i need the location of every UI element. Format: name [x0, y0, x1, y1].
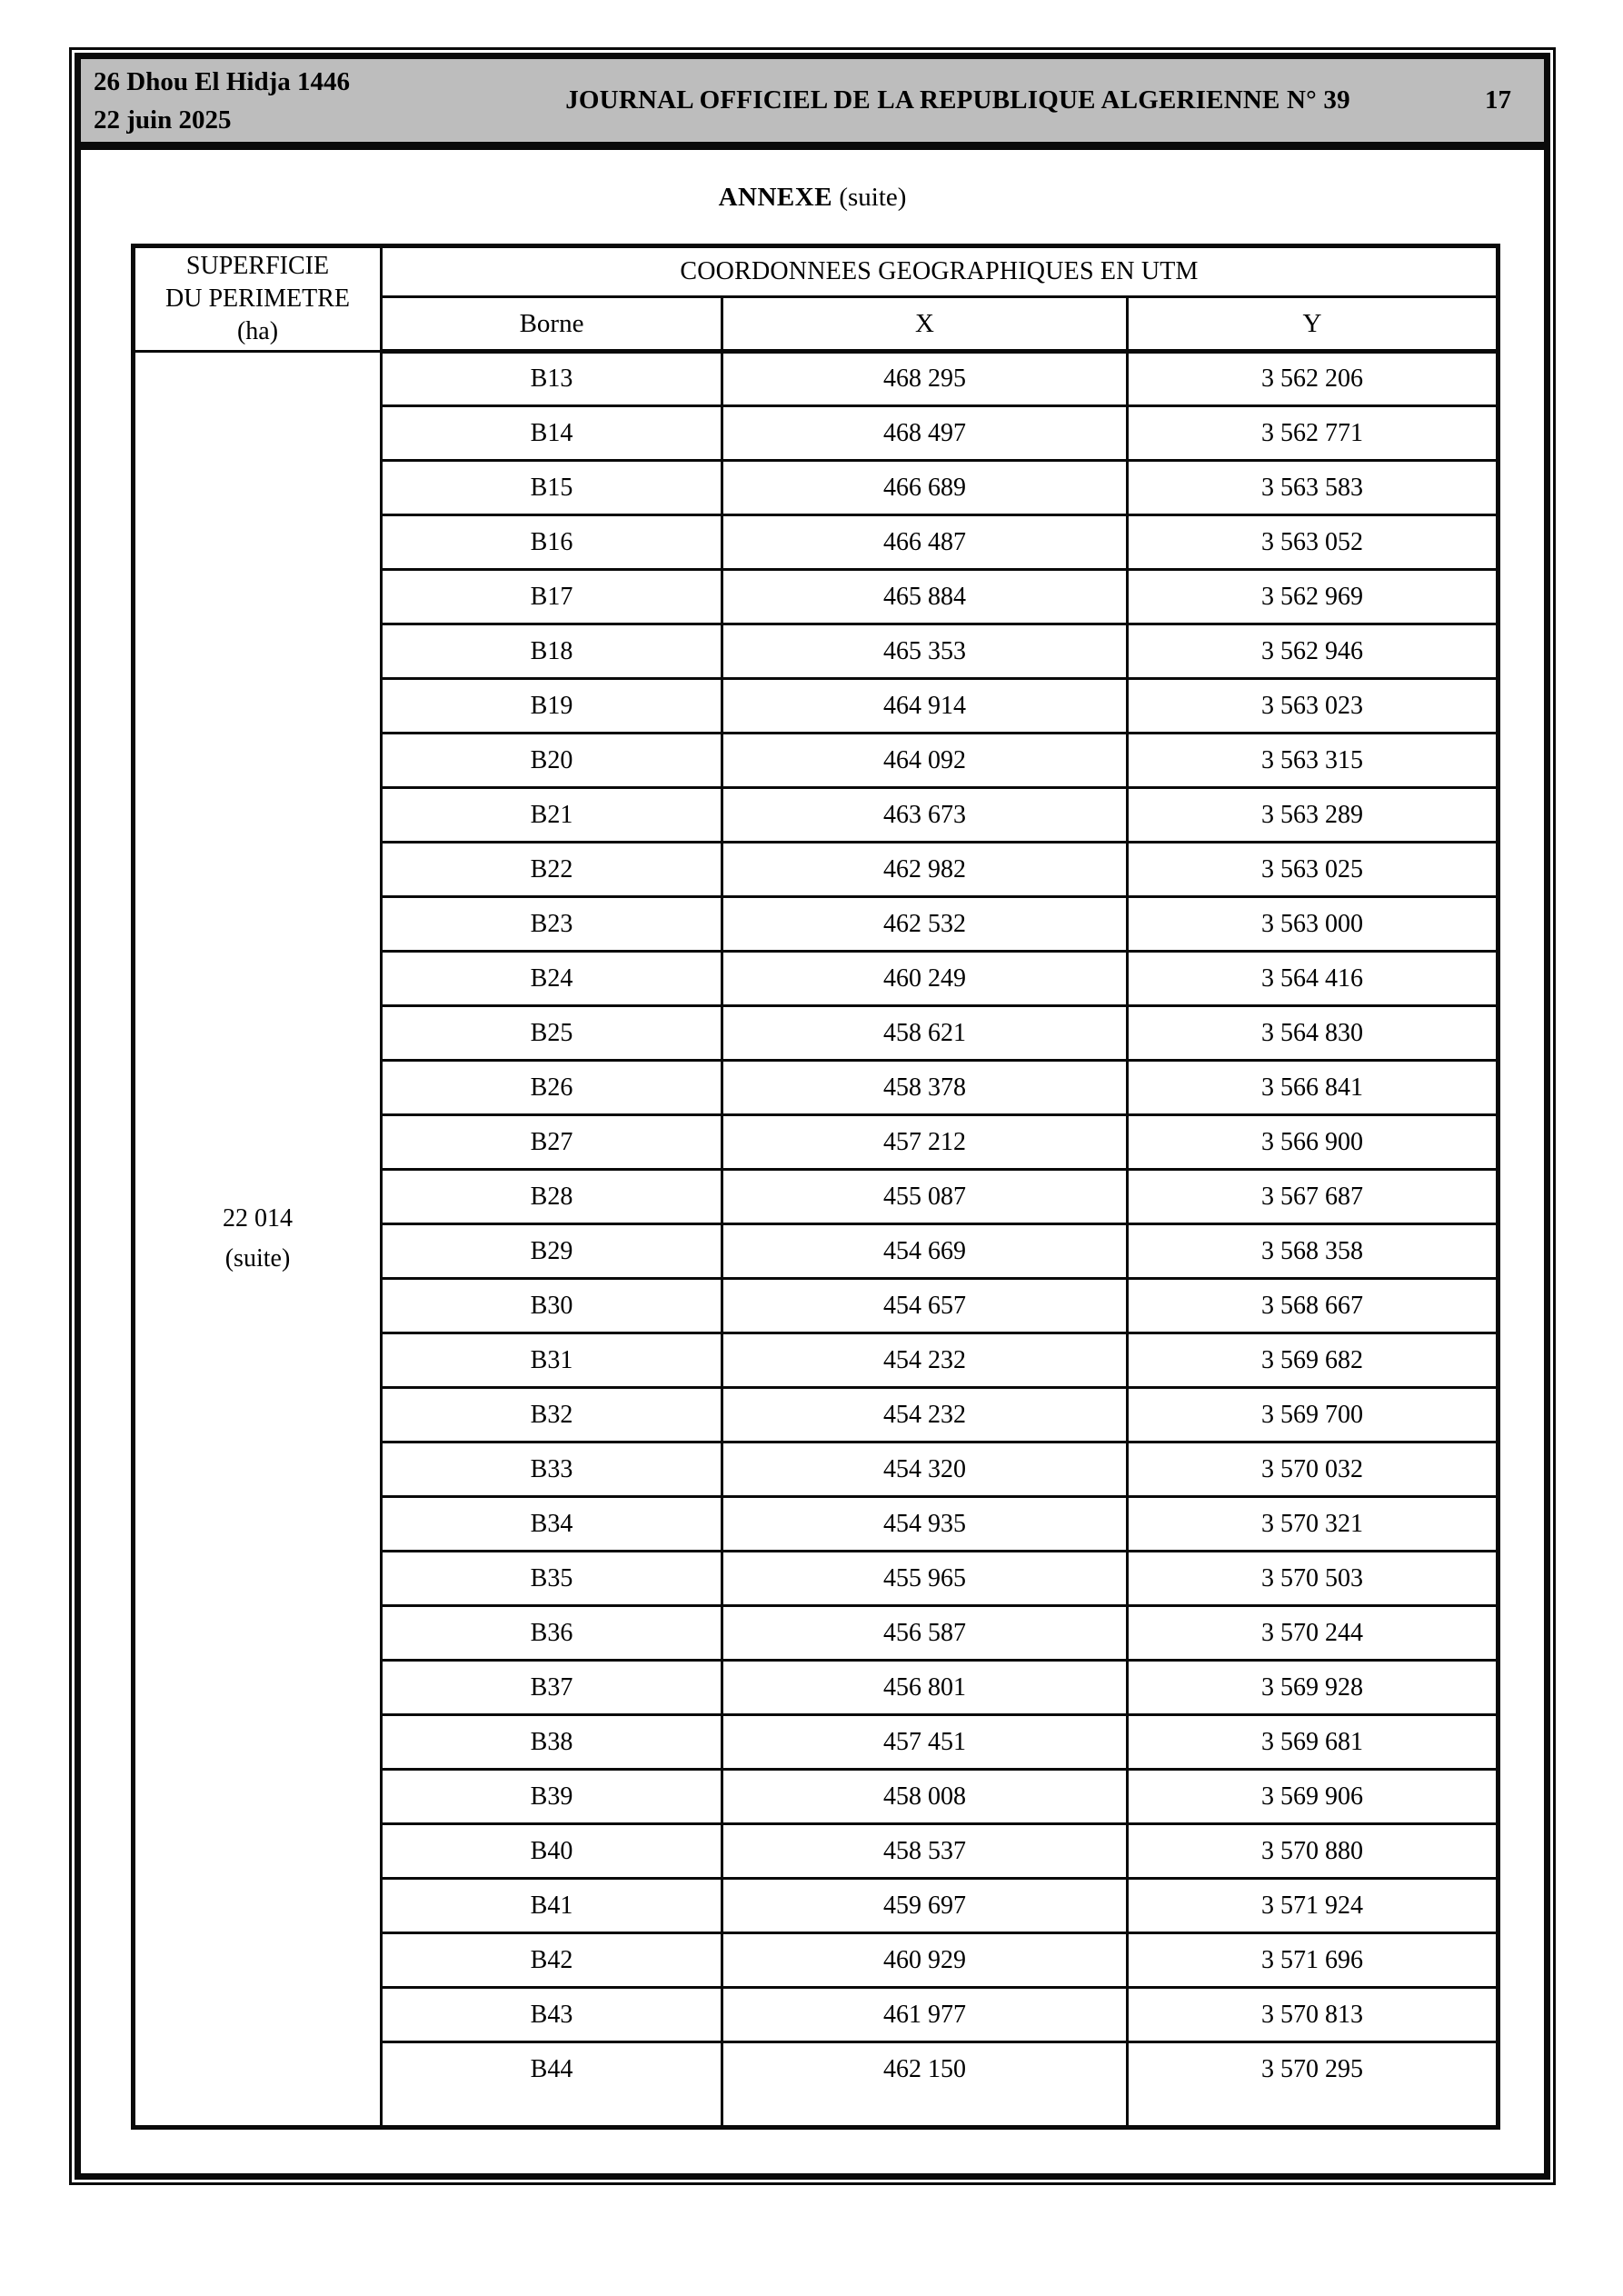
cell-x: 466 689 [722, 461, 1128, 515]
cell-borne: B43 [382, 1988, 722, 2042]
cell-borne: B15 [382, 461, 722, 515]
date-hijri: 26 Dhou El Hidja 1446 [94, 66, 350, 96]
cell-y: 3 563 583 [1128, 461, 1499, 515]
cell-borne: B23 [382, 897, 722, 952]
coordinates-table-head [134, 246, 1499, 352]
cell-y: 3 570 813 [1128, 1988, 1499, 2042]
cell-y: 3 570 244 [1128, 1606, 1499, 1661]
cell-borne: B14 [382, 406, 722, 461]
cell-borne: B35 [382, 1552, 722, 1606]
cell-x: 460 249 [722, 952, 1128, 1006]
cell-y: 3 563 025 [1128, 843, 1499, 897]
annexe-word: ANNEXE [718, 183, 833, 212]
cell-borne: B26 [382, 1061, 722, 1115]
cell-y: 3 563 289 [1128, 788, 1499, 843]
coordinates-table-body [134, 352, 1499, 2128]
superficie-note: (suite) [224, 1244, 291, 1273]
cell-x: 455 965 [722, 1552, 1128, 1606]
cell-x: 454 669 [722, 1224, 1128, 1279]
cell-borne: B39 [382, 1770, 722, 1824]
cell-y: 3 566 841 [1128, 1061, 1499, 1115]
page-number: 17 [1485, 85, 1511, 115]
superficie-header-line3: (ha) [236, 317, 279, 345]
cell-y: 3 570 295 [1128, 2042, 1499, 2128]
cell-x: 458 537 [722, 1824, 1128, 1879]
cell-y: 3 564 830 [1128, 1006, 1499, 1061]
cell-x: 468 497 [722, 406, 1128, 461]
column-header-x: X [722, 297, 1128, 352]
cell-y: 3 571 696 [1128, 1933, 1499, 1988]
cell-borne: B38 [382, 1715, 722, 1770]
cell-x: 462 150 [722, 2042, 1128, 2128]
cell-borne: B13 [382, 352, 722, 406]
superficie-column-header [134, 246, 382, 352]
cell-borne: B36 [382, 1606, 722, 1661]
cell-x: 458 378 [722, 1061, 1128, 1115]
cell-y: 3 569 928 [1128, 1661, 1499, 1715]
cell-x: 459 697 [722, 1879, 1128, 1933]
cell-borne: B40 [382, 1824, 722, 1879]
cell-y: 3 566 900 [1128, 1115, 1499, 1170]
superficie-header-line1: SUPERFICIE [185, 252, 330, 280]
cell-y: 3 568 667 [1128, 1279, 1499, 1333]
cell-y: 3 568 358 [1128, 1224, 1499, 1279]
column-header-borne: Borne [382, 297, 722, 352]
cell-borne: B30 [382, 1279, 722, 1333]
column-header-y: Y [1128, 297, 1499, 352]
cell-borne: B37 [382, 1661, 722, 1715]
cell-y: 3 570 503 [1128, 1552, 1499, 1606]
date-gregorian: 22 juin 2025 [94, 105, 232, 135]
cell-x: 463 673 [722, 788, 1128, 843]
cell-x: 462 532 [722, 897, 1128, 952]
cell-x: 465 353 [722, 624, 1128, 679]
cell-borne: B33 [382, 1442, 722, 1497]
page-border-inner [75, 53, 1550, 2180]
cell-y: 3 570 880 [1128, 1824, 1499, 1879]
cell-x: 464 914 [722, 679, 1128, 734]
cell-y: 3 571 924 [1128, 1879, 1499, 1933]
cell-x: 458 621 [722, 1006, 1128, 1061]
annexe-subtitle: (suite) [839, 183, 907, 212]
cell-x: 457 212 [722, 1115, 1128, 1170]
coordinates-table [131, 244, 1500, 2130]
cell-x: 466 487 [722, 515, 1128, 570]
cell-y: 3 562 206 [1128, 352, 1499, 406]
cell-x: 454 232 [722, 1333, 1128, 1388]
cell-borne: B42 [382, 1933, 722, 1988]
superficie-header-line2: DU PERIMETRE [165, 285, 350, 313]
cell-x: 454 657 [722, 1279, 1128, 1333]
table-row [134, 352, 1499, 406]
cell-x: 454 232 [722, 1388, 1128, 1442]
cell-y: 3 567 687 [1128, 1170, 1499, 1224]
cell-x: 456 801 [722, 1661, 1128, 1715]
cell-x: 454 935 [722, 1497, 1128, 1552]
cell-x: 461 977 [722, 1988, 1128, 2042]
page-border-outer [69, 47, 1556, 2185]
cell-y: 3 569 700 [1128, 1388, 1499, 1442]
cell-y: 3 563 023 [1128, 679, 1499, 734]
cell-x: 462 982 [722, 843, 1128, 897]
cell-borne: B25 [382, 1006, 722, 1061]
cell-borne: B31 [382, 1333, 722, 1388]
cell-x: 464 092 [722, 734, 1128, 788]
cell-y: 3 562 946 [1128, 624, 1499, 679]
cell-x: 456 587 [722, 1606, 1128, 1661]
cell-borne: B22 [382, 843, 722, 897]
cell-borne: B41 [382, 1879, 722, 1933]
cell-borne: B44 [382, 2042, 722, 2128]
cell-borne: B16 [382, 515, 722, 570]
cell-borne: B17 [382, 570, 722, 624]
cell-x: 465 884 [722, 570, 1128, 624]
cell-y: 3 569 682 [1128, 1333, 1499, 1388]
cell-y: 3 562 771 [1128, 406, 1499, 461]
cell-y: 3 563 000 [1128, 897, 1499, 952]
cell-y: 3 570 321 [1128, 1497, 1499, 1552]
cell-y: 3 569 681 [1128, 1715, 1499, 1770]
cell-x: 468 295 [722, 352, 1128, 406]
cell-borne: B27 [382, 1115, 722, 1170]
cell-borne: B21 [382, 788, 722, 843]
annexe-title [81, 183, 1544, 213]
cell-borne: B24 [382, 952, 722, 1006]
header-dates [81, 63, 481, 139]
cell-y: 3 564 416 [1128, 952, 1499, 1006]
journal-title: JOURNAL OFFICIEL DE LA REPUBLIQUE ALGERIENNE N° 39 [565, 85, 1350, 115]
coordinates-group-header: COORDONNEES GEOGRAPHIQUES EN UTM [382, 246, 1499, 297]
cell-x: 458 008 [722, 1770, 1128, 1824]
cell-x: 454 320 [722, 1442, 1128, 1497]
cell-x: 460 929 [722, 1933, 1128, 1988]
cell-borne: B32 [382, 1388, 722, 1442]
cell-y: 3 569 906 [1128, 1770, 1499, 1824]
cell-y: 3 562 969 [1128, 570, 1499, 624]
superficie-value-cell [134, 352, 382, 2128]
cell-y: 3 570 032 [1128, 1442, 1499, 1497]
cell-y: 3 563 052 [1128, 515, 1499, 570]
cell-borne: B28 [382, 1170, 722, 1224]
cell-y: 3 563 315 [1128, 734, 1499, 788]
header-bar [81, 59, 1544, 150]
cell-borne: B20 [382, 734, 722, 788]
cell-borne: B19 [382, 679, 722, 734]
cell-borne: B34 [382, 1497, 722, 1552]
cell-borne: B18 [382, 624, 722, 679]
cell-x: 457 451 [722, 1715, 1128, 1770]
superficie-value: 22 014 [223, 1204, 293, 1233]
cell-x: 455 087 [722, 1170, 1128, 1224]
cell-borne: B29 [382, 1224, 722, 1279]
